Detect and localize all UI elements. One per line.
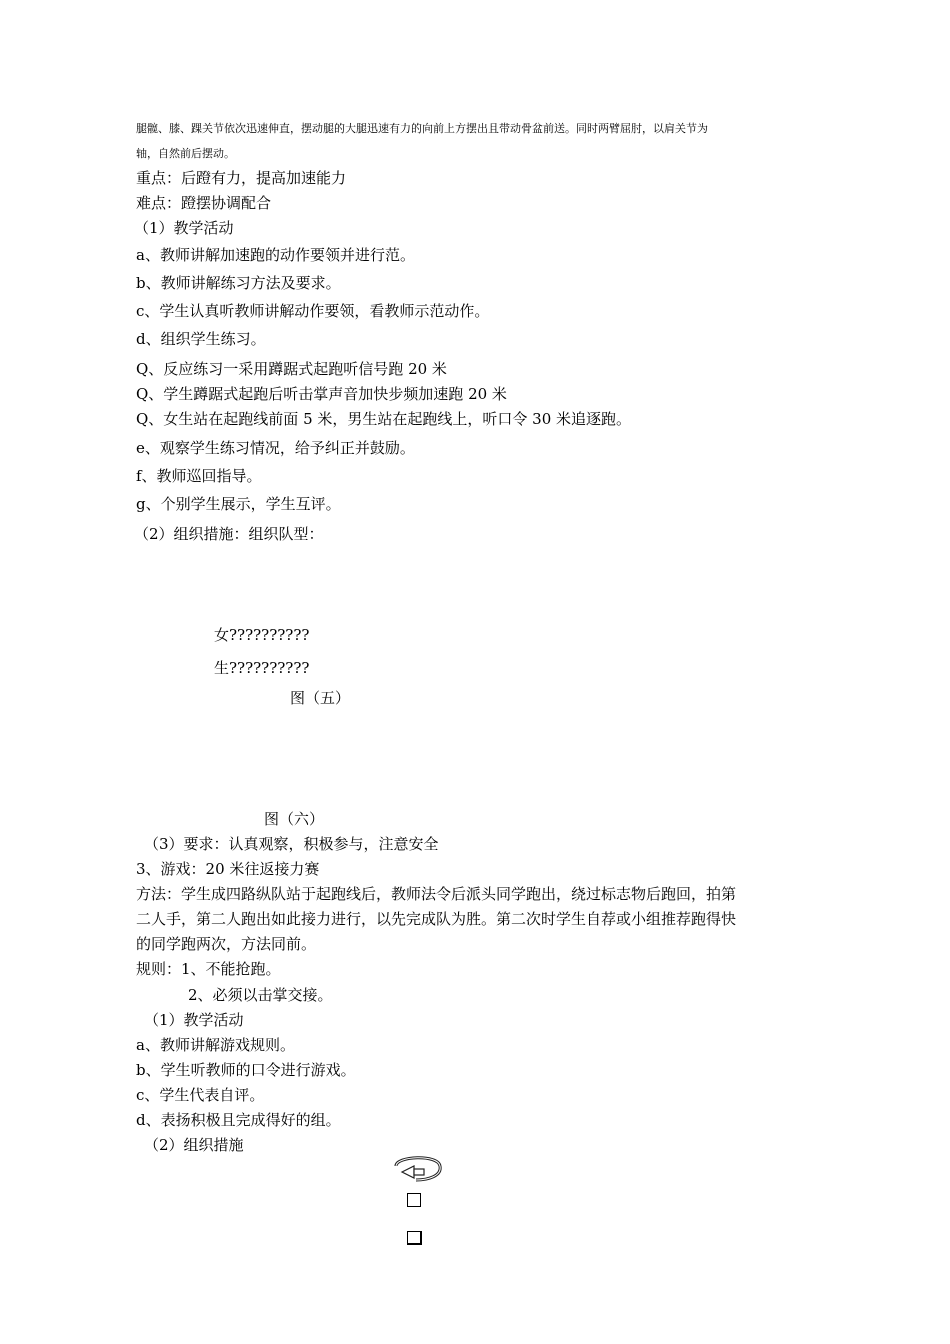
activity-item-g: g、个别学生展示，学生互评。 [136,495,341,513]
square-marker-icon [407,1193,421,1207]
game-activity-item-d: d、表扬积极且完成得好的组。 [136,1111,341,1129]
game-activity-item-c: c、学生代表自评。 [136,1086,265,1104]
section-organization: （2）组织措施：组织队型： [134,525,324,543]
activity-item-c: c、学生认真听教师讲解动作要领，看教师示范动作。 [136,302,490,320]
curved-arrow-icon [388,1152,444,1186]
practice-item-3: Q、女生站在起跑线前面 5 米，男生站在起跑线上，听口令 30 米追逐跑。 [136,410,632,428]
game-method-line-3: 的同学跑两次，方法同前。 [136,935,317,953]
paragraph-technique-end: 轴，自然前后摆动。 [136,147,235,160]
section-game-organization: （2）组织措施 [144,1136,244,1154]
activity-item-f: f、教师巡回指导。 [136,467,262,485]
activity-item-d: d、组织学生练习。 [136,330,266,348]
activity-item-a: a、教师讲解加速跑的动作要领并进行范。 [136,246,415,264]
activity-item-b: b、教师讲解练习方法及要求。 [136,274,341,292]
formation-male-row: 生?????????? [214,659,310,677]
requirements: （3）要求：认真观察，积极参与，注意安全 [144,835,439,853]
practice-item-1: Q、反应练习一采用蹲踞式起跑听信号跑 20 米 [136,360,447,378]
paragraph-technique-cont: 腿髋、膝、踝关节依次迅速伸直，摆动腿的大腿迅速有力的向前上方摆出且带动骨盆前送。同时两臂屈肘，以肩关节为 [136,122,708,135]
practice-item-2: Q、学生蹲踞式起跑后听击掌声音加快步频加速跑 20 米 [136,385,507,403]
difficult-point: 难点：蹬摆协调配合 [136,194,272,212]
section-teaching-activity: （1）教学活动 [134,219,234,237]
game-method-line-2: 二人手，第二人跑出如此接力进行，以先完成队为胜。第二次时学生自荐或小组推荐跑得快 [136,910,737,928]
game-activity-item-a: a、教师讲解游戏规则。 [136,1036,295,1054]
section-game-teaching-activity: （1）教学活动 [144,1011,244,1029]
formation-female-row: 女?????????? [214,626,310,644]
key-point: 重点：后蹬有力，提高加速能力 [136,169,347,187]
game-rule-2: 2、必须以击掌交接。 [188,986,333,1004]
activity-item-e: e、观察学生练习情况，给予纠正并鼓励。 [136,439,415,457]
game-title: 3、游戏：20 米往返接力赛 [136,860,320,878]
game-rule-1: 规则：1、不能抢跑。 [136,960,281,978]
figure-caption-5: 图（五） [290,689,351,707]
game-method-line-1: 方法：学生成四路纵队站于起跑线后，教师法令后派头同学跑出，绕过标志物后跑回，拍第 [136,885,737,903]
figure-caption-6: 图（六） [264,810,325,828]
game-activity-item-b: b、学生听教师的口令进行游戏。 [136,1061,356,1079]
square-marker-icon [407,1231,422,1245]
